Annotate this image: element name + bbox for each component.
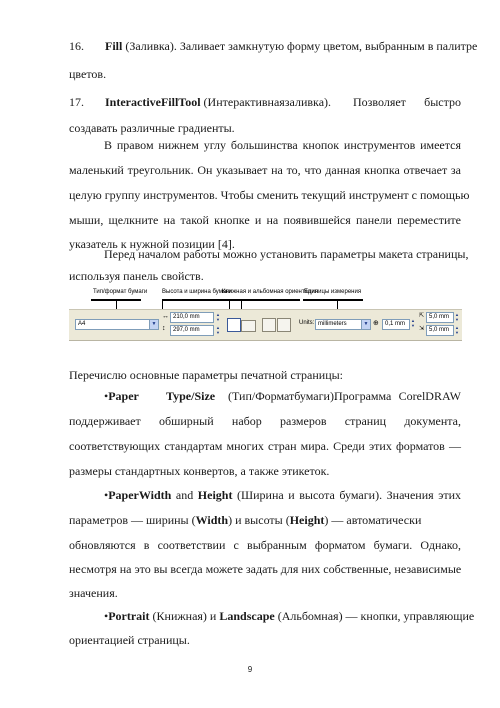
nudge-spinner[interactable]: ▲ ▼ [411,318,415,328]
bullet-mark: • [104,389,109,403]
paragraph-line: В правом нижнем углу большинства кнопок инструментов имеется [104,138,461,152]
item-desc: (Заливка). Заливает замкнутую форму цветом, выбранным в палитре [122,39,478,53]
paper-height-field[interactable]: 297,0 mm [170,325,214,336]
property-bar [69,309,462,341]
paragraph-line: целую группу инструментов. Чтобы сменить текущий инструмент с помощью [69,188,470,202]
item-desc: (Интерактивнаязаливка). [200,95,332,109]
paragraph-line: обновляются в соответствии с выбранным форматом бумаги. Однако, [69,538,461,552]
caption-units: Единицы измерения [304,289,362,295]
list-item-17-cont: создавать различные градиенты. [69,121,235,135]
item-desc-3: быстро [424,95,461,109]
landscape-button[interactable] [241,320,256,332]
paragraph-line: мыши, щелкните на такой кнопке и на появившейся панели переместите [69,213,461,227]
nudge-field[interactable]: 0,1 mm [382,319,410,330]
width-icon: ↔ [162,313,169,320]
dup-x-spinner[interactable]: ▲ ▼ [455,312,459,322]
portrait-button[interactable] [227,318,241,332]
duplicate-y-field[interactable]: 5,0 mm [426,325,454,336]
list-item-16-cont: цветов. [69,67,107,81]
paragraph-line: поддерживает обширный набор размеров страниц документа, [69,414,461,428]
paragraph-line: размеры стандартных конвертов, а также этикеток. [69,464,330,478]
bullet-mark: • [104,488,109,502]
paragraph-line: несмотря на это вы всегда можете задать для них собственные, независимые [69,562,462,576]
paragraph-line: ориентацией страницы. [69,633,190,647]
height-spinner[interactable]: ▲ ▼ [216,325,220,335]
paragraph-line: Перед началом работы можно установить параметры макета страницы, [104,247,469,261]
item-term: Fill [105,39,123,53]
dup-y-spinner[interactable]: ▲ ▼ [455,325,459,335]
chevron-down-icon[interactable]: ▼ [149,319,159,330]
page-number: 9 [247,665,253,674]
item-number: 16. [69,39,84,53]
bullet-mark: • [104,609,109,623]
units-select[interactable]: millimeters [315,319,363,330]
paragraph-line: соответствующих стандартам многих стран мира. Среди этих форматов — [69,439,461,453]
all-pages-button[interactable] [262,318,276,332]
bullet-paper-size: •PaperWidth and Height (Ширина и высота бумаги). Значения этих [104,488,462,502]
paper-type-select[interactable]: A4 [75,319,151,330]
nudge-icon: ⊕ [373,320,379,327]
duplicate-x-field[interactable]: 5,0 mm [426,312,454,323]
paragraph-line: значения. [69,586,118,600]
paragraph-line: маленький треугольник. Он указывает на то, что данная кнопка отвечает за [69,163,461,177]
duplicate-x-icon: ⇱ [419,313,425,319]
item-term: InteractiveFillTool [105,95,201,109]
caption-underline [222,299,300,301]
width-spinner[interactable]: ▲ ▼ [216,312,220,322]
caption-underline [303,299,363,301]
paragraph-line: указатель к нужной позиции [4]. [69,237,235,251]
caption-paper-type: Тип/формат бумаги [93,289,148,295]
list-item-16 [69,38,478,54]
caption-orientation: Книжная и альбомная ориентация [222,289,318,295]
item-desc-2: Позволяет [353,95,406,109]
list-intro: Перечислю основные параметры печатной страницы: [69,368,344,382]
duplicate-y-icon: ⇲ [419,326,425,332]
bullet-paper-type: •Paper Type/Size (Тип/Форматбумаги). Программа CorelDRAW [104,389,461,403]
chevron-down-icon[interactable]: ▼ [361,319,371,330]
current-page-button[interactable] [277,318,291,332]
units-label: Units: [299,320,315,326]
caption-underline [162,299,222,301]
bullet-orientation: •Portrait (Книжная) и Landscape (Альбомная) — кнопки, управляющие [104,609,475,623]
paragraph-line: используя панель свойств. [69,269,204,283]
list-item-17 [69,94,461,110]
property-bar-illustration [69,287,462,339]
paper-width-field[interactable]: 210,0 mm [170,312,214,323]
item-number: 17. [69,95,84,109]
paragraph-line: параметров — ширины (Width) и высоты (Height) — автоматически [69,513,422,527]
caption-paper-size: Высота и ширина бумаги [162,289,232,295]
height-icon: ↕ [162,325,166,332]
